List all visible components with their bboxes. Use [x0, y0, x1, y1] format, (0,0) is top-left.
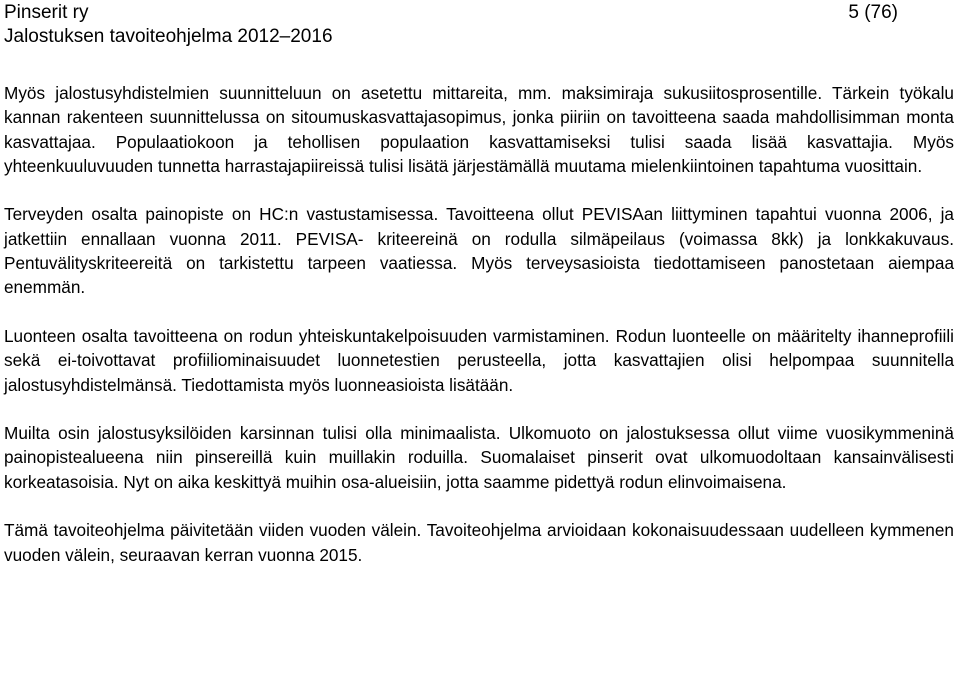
- document-title: Jalostuksen tavoiteohjelma 2012–2016: [4, 26, 333, 47]
- paragraph-update-schedule: Tämä tavoiteohjelma päivitetään viiden vuoden välein. Tavoiteohjelma arvioidaan kokonaisuudessaan uudelleen kymmenen vuoden välein, seuraavan kerran vuonna 2015.: [4, 520, 954, 565]
- paragraph-health: Terveyden osalta painopiste on HC:n vastustamisessa. Tavoitteena ollut PEVISAan liittyminen tapahtui vuonna 2006, ja jatkettiin ennallaan vuonna 2011. PEVISA- kriteereinä on rodulla silmäpeilaus (voimassa 8kk) ja lonkkakuvaus. Pentuvälityskriteereitä on tarkistettu tarpeen vaatiessa. Myös terveysasioista tiedottamiseen panostetaan aiempaa enemmän.: [4, 204, 954, 298]
- organization-name: Pinserit ry: [4, 2, 89, 23]
- page-header: [4, 0, 954, 50]
- paragraph-temperament: Luonteen osalta tavoitteena on rodun yhteiskuntakelpoisuuden varmistaminen. Rodun luonteelle on määritelty ihanneprofiili sekä ei-toivottavat profiiliominaisuudet luonnetestien perusteella, jotta kasvattajien olisi helpompaa suunnitella jalostusyhdistelmänsä. Tiedottamista myös luonneasioista lisätään.: [4, 325, 954, 395]
- paragraph-breeding-metrics: Myös jalostusyhdistelmien suunnitteluun on asetettu mittareita, mm. maksimiraja sukusiitosprosentille. Tärkein työkalu kannan rakenteen suunnittelussa on sitoumuskasvattajasopimus, jonka piiriin on tavoitteena saada mahdollisimman monta kasvattajaa. Populaatiokoon ja tehollisen populaation kasvattamiseksi tulisi saada lisää kasvattajia. Myös yhteenkuuluvuuden tunnetta harrastajapiireissä tulisi lisätä järjestämällä muutama mielenkiintoinen tapahtuma vuosittain.: [4, 83, 954, 176]
- document-body: [4, 81, 954, 567]
- paragraph-selection: Muilta osin jalostusyksilöiden karsinnan tulisi olla minimaalista. Ulkomuoto on jalostuksessa ollut viime vuosikymmeninä painopistealueena niin pinsereillä kuin muillakin roduilla. Suomalaiset pinserit ovat ulkomuodoltaan kansainvälisesti korkeatasoisia. Nyt on aika keskittyä muihin osa-alueisiin, jotta saamme pidettyä rodun elinvoimaisena.: [4, 423, 954, 492]
- page-number: 5 (76): [848, 2, 898, 23]
